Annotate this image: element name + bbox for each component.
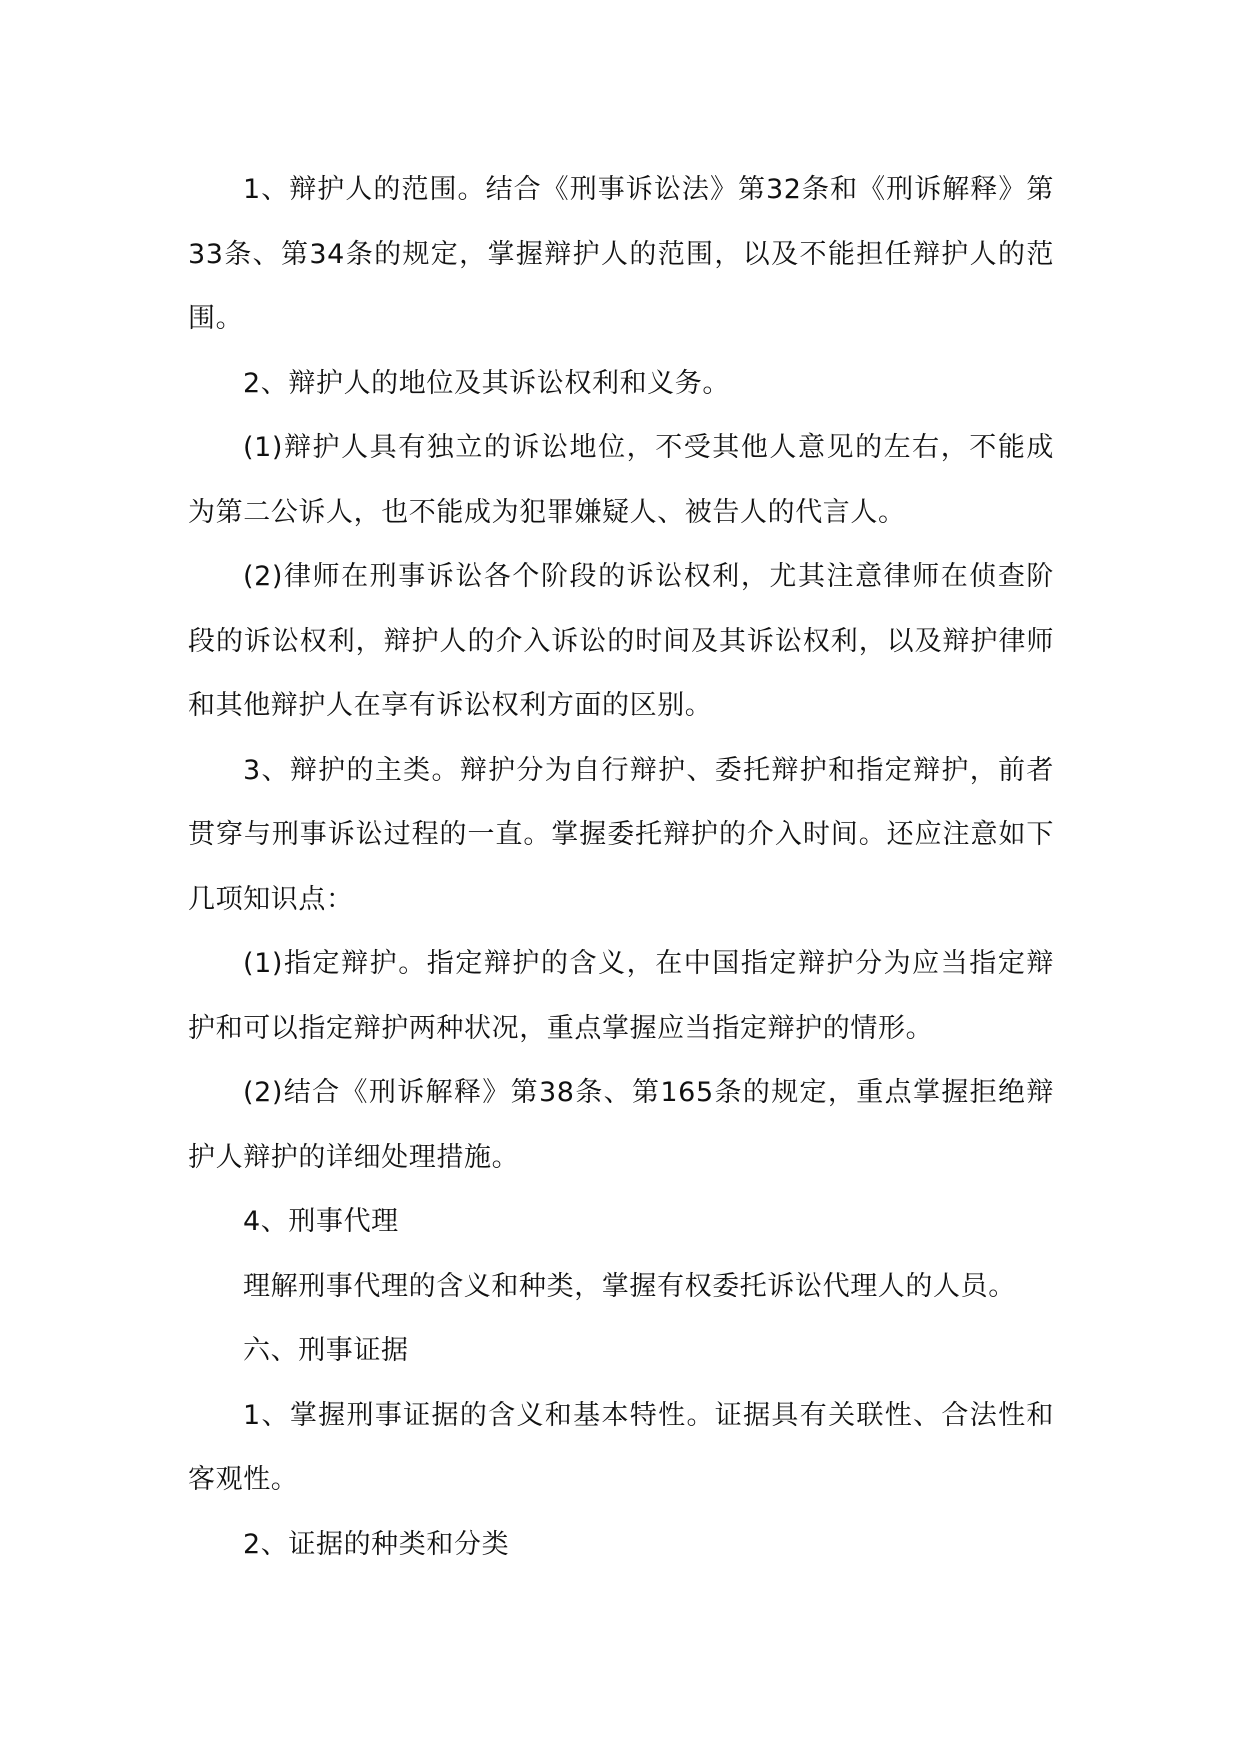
paragraph-designated-defense: (1)指定辩护。指定辩护的含义，在中国指定辩护分为应当指定辩护和可以指定辩护两种状况，重点掌握应当指定辩护的情形。 — [188, 948, 1054, 1044]
paragraph-defender-scope: 1、辩护人的范围。结合《刑事诉讼法》第32条和《刑诉解释》第33条、第34条的规定，掌握辩护人的范围，以及不能担任辩护人的范围。 — [188, 174, 1054, 334]
paragraph-lawyer-rights: (2)律师在刑事诉讼各个阶段的诉讼权利，尤其注意律师在侦查阶段的诉讼权利，辩护人的介入诉讼的时间及其诉讼权利，以及辩护律师和其他辩护人在享有诉讼权利方面的区别。 — [188, 561, 1054, 721]
paragraph-defense-types: 3、辩护的主类。辩护分为自行辩护、委托辩护和指定辩护，前者贯穿与刑事诉讼过程的一直。掌握委托辩护的介入时间。还应注意如下几项知识点： — [188, 754, 1054, 915]
section-heading-criminal-evidence: 六、刑事证据 — [243, 1335, 409, 1366]
paragraph-evidence-types: 2、证据的种类和分类 — [243, 1528, 510, 1560]
paragraph-defender-status: 2、辩护人的地位及其诉讼权利和义务。 — [243, 367, 730, 399]
document-body — [188, 158, 1054, 1577]
paragraph-evidence-features: 1、掌握刑事证据的含义和基本特性。证据具有关联性、合法性和客观性。 — [188, 1399, 1054, 1495]
paragraph-independent-status: (1)辩护人具有独立的诉讼地位，不受其他人意见的左右，不能成为第二公诉人，也不能成为犯罪嫌疑人、被告人的代言人。 — [188, 432, 1054, 528]
paragraph-refusal-handling: (2)结合《刑诉解释》第38条、第165条的规定，重点掌握拒绝辩护人辩护的详细处理措施。 — [188, 1077, 1054, 1173]
paragraph-criminal-agency-content: 理解刑事代理的含义和种类，掌握有权委托诉讼代理人的人员。 — [243, 1270, 1016, 1302]
paragraph-criminal-agency-heading: 4、刑事代理 — [243, 1206, 399, 1237]
